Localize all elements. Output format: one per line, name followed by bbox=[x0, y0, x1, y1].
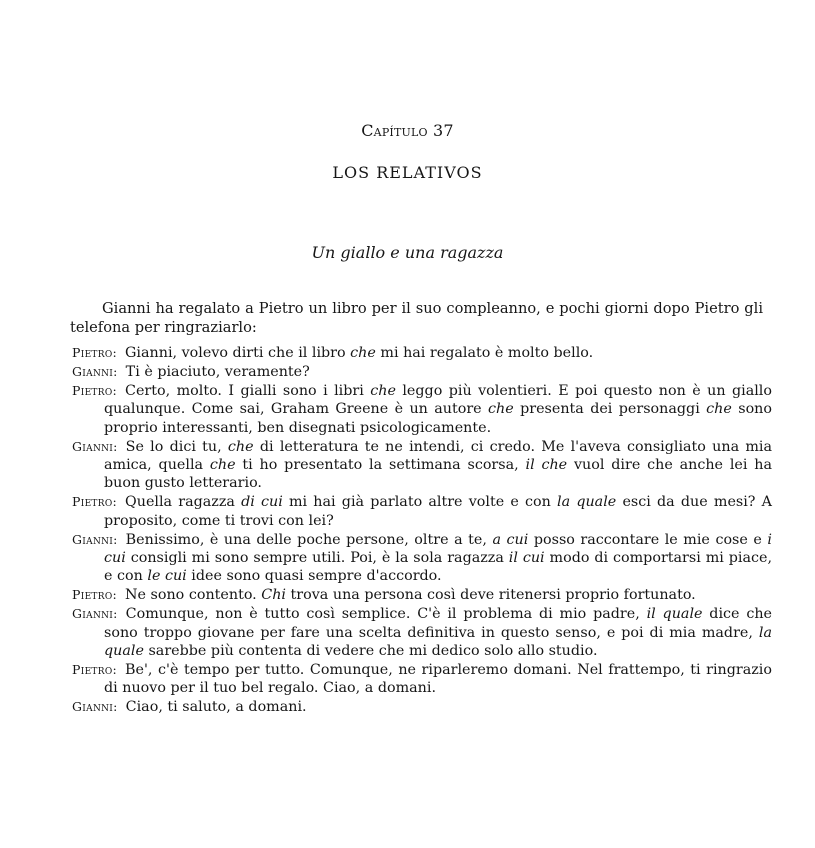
relative-pronoun: il quale bbox=[646, 606, 703, 623]
speaker-label: Gianni: bbox=[72, 438, 118, 454]
relative-pronoun: che bbox=[370, 382, 396, 399]
speaker-label: Pietro: bbox=[72, 587, 118, 603]
relative-pronoun: Chi bbox=[261, 587, 286, 604]
dialogue-text: sarebbe più contenta di vedere che mi dedico solo allo studio. bbox=[143, 643, 598, 659]
relative-pronoun: di cui bbox=[241, 494, 283, 511]
dialogue-turn bbox=[72, 586, 772, 604]
dialogue-text: Ne sono contento. bbox=[125, 587, 262, 604]
dialogue-text: sono proprio interessanti, ben disegnati psicologicamente. bbox=[104, 401, 772, 436]
dialogue-text: Certo, molto. I gialli sono i libri bbox=[125, 382, 371, 399]
dialogue-text: mi hai regalato è molto bello. bbox=[375, 345, 594, 361]
dialogue-text: consigli mi sono sempre utili. Poi, è la sola ragazza bbox=[125, 549, 509, 566]
relative-pronoun: la quale bbox=[557, 494, 617, 511]
dialogue-turn bbox=[72, 363, 772, 381]
dialogue-text: idee sono quasi sempre d'accordo. bbox=[186, 568, 442, 585]
dialogue-text: Gianni, volevo dirti che il libro bbox=[125, 345, 351, 361]
dialogue-turn bbox=[72, 661, 772, 698]
chapter-heading bbox=[0, 121, 815, 140]
relative-pronoun: che bbox=[227, 438, 254, 455]
intro-paragraph: Gianni ha regalato a Pietro un libro per il suo compleanno, e pochi giorni dopo Pietro gli telefona per ringraziarlo: bbox=[70, 299, 763, 336]
dialogue-text: trova una persona così deve ritenersi proprio fortunato. bbox=[286, 587, 696, 604]
dialogue-turn bbox=[72, 698, 772, 716]
story-title: Un giallo e una ragazza bbox=[311, 243, 504, 262]
dialogue-text: esci da due mesi? A proposito, come ti trovi con lei? bbox=[104, 494, 772, 529]
section-title: LOS RELATIVOS bbox=[332, 163, 483, 182]
dialogue-text: posso raccontare le mie cose e bbox=[528, 531, 768, 548]
relative-pronoun: il cui bbox=[508, 549, 545, 566]
relative-pronoun: il che bbox=[525, 456, 568, 473]
relative-pronoun: i cui bbox=[104, 531, 772, 566]
speaker-label: Pietro: bbox=[72, 345, 118, 360]
dialogue-turn bbox=[72, 605, 772, 660]
speaker-label: Gianni: bbox=[72, 363, 118, 379]
dialogue-turn bbox=[72, 493, 772, 530]
dialogue bbox=[72, 344, 772, 717]
chapter-label: Capítulo bbox=[361, 121, 428, 140]
dialogue-text: mi hai già parlato altre volte e con bbox=[282, 494, 558, 511]
speaker-label: Pietro: bbox=[72, 661, 118, 677]
dialogue-text: di letteratura te ne intendi, ci credo. Me l'aveva consigliato una mia amica, quella bbox=[104, 438, 772, 473]
relative-pronoun: che bbox=[488, 401, 514, 418]
dialogue-text: vuol dire che anche lei ha buon gusto letterario. bbox=[104, 456, 772, 492]
dialogue-turn bbox=[72, 438, 772, 493]
relative-pronoun: le cui bbox=[147, 568, 187, 585]
speaker-label: Gianni: bbox=[72, 531, 118, 547]
dialogue-text: Ti è piaciuto, veramente? bbox=[125, 363, 310, 380]
dialogue-text: Be', c'è tempo per tutto. Comunque, ne riparleremo domani. Nel frattempo, ti ringrazio di nuovo per il tuo bel regalo. Ciao, a domani. bbox=[104, 661, 772, 697]
speaker-label: Gianni: bbox=[72, 606, 118, 622]
speaker-label: Gianni: bbox=[72, 699, 118, 715]
speaker-label: Pietro: bbox=[72, 494, 118, 510]
relative-pronoun: a cui bbox=[492, 531, 529, 548]
dialogue-text: Se lo dici tu, bbox=[125, 438, 228, 455]
dialogue-turn bbox=[72, 531, 772, 586]
chapter-number: 37 bbox=[433, 121, 454, 140]
relative-pronoun: la quale bbox=[104, 624, 772, 659]
relative-pronoun: che bbox=[209, 456, 236, 473]
dialogue-text: modo di comportarsi mi piace, e con bbox=[104, 549, 773, 585]
dialogue-text: Comunque, non è tutto così semplice. C'è il problema di mio padre, bbox=[125, 606, 647, 623]
dialogue-turn bbox=[72, 344, 772, 362]
relative-pronoun: che bbox=[350, 345, 376, 361]
dialogue-text: ti ho presentato la settimana scorsa, bbox=[235, 456, 526, 473]
dialogue-text: presenta dei personaggi bbox=[513, 401, 707, 418]
relative-pronoun: che bbox=[706, 401, 732, 418]
dialogue-text: Ciao, ti saluto, a domani. bbox=[125, 699, 307, 716]
speaker-label: Pietro: bbox=[72, 382, 118, 398]
dialogue-text: dice che sono troppo giovane per fare una scelta definitiva in questo senso, e poi di mia madre, bbox=[104, 606, 772, 641]
dialogue-text: leggo più volentieri. E poi questo non è un giallo qualunque. Come sai, Graham Greene è un autore bbox=[104, 382, 772, 418]
dialogue-text: Quella ragazza bbox=[125, 494, 242, 511]
dialogue-text: Benissimo, è una delle poche persone, oltre a te, bbox=[125, 531, 493, 548]
dialogue-turn bbox=[72, 382, 772, 437]
